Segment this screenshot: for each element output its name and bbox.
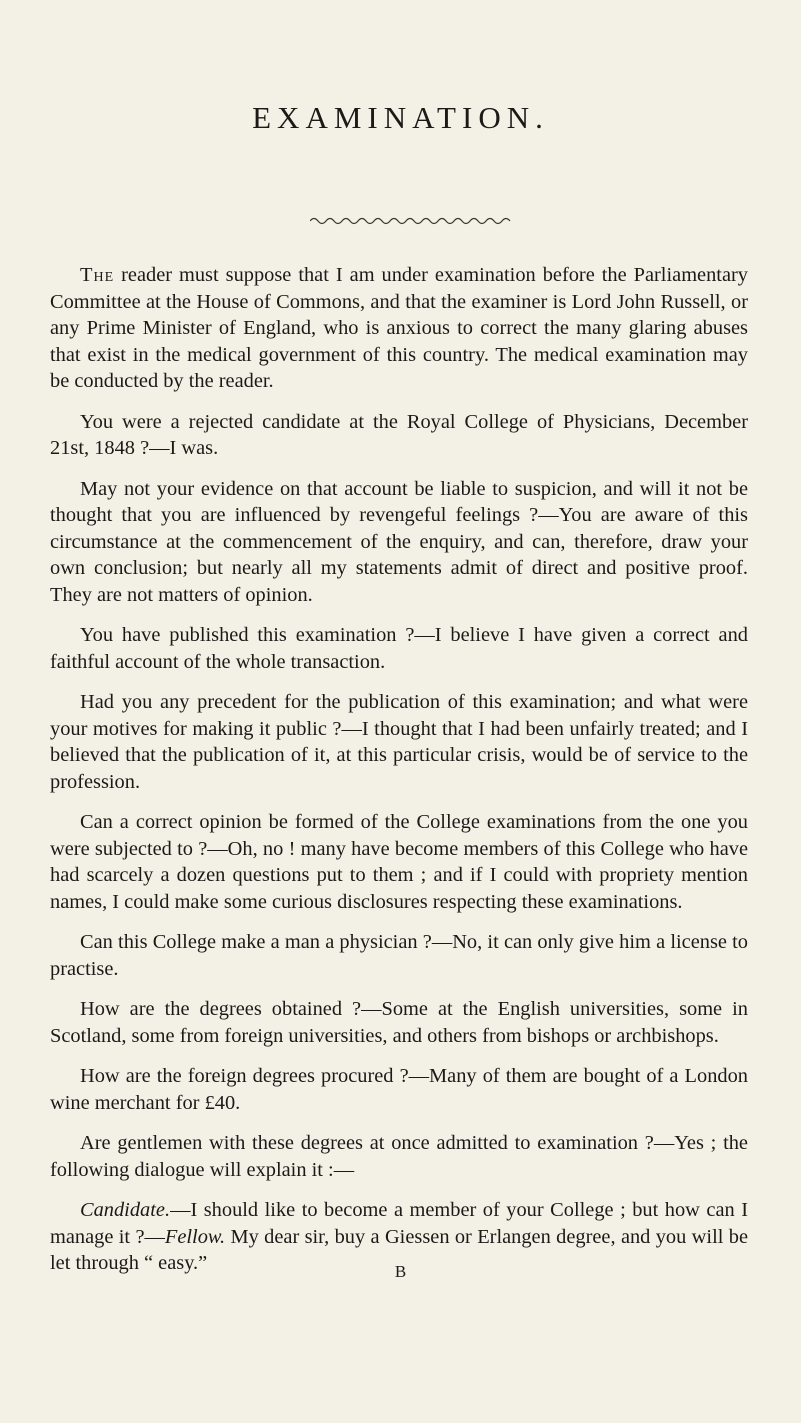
speaker-fellow: Fellow. [164, 1225, 226, 1248]
paragraph: You have published this examination ?—I believe I have given a correct and faithful account of the whole transaction. [50, 624, 748, 673]
paragraph: Had you any precedent for the publication of this examination; and what were your motives for making it public ?—I thought that I had been unfairly treated; and I believed that the publication of it, at this particular crisis, would be of service to the profession. [50, 691, 748, 793]
signature-mark: B [394, 1262, 407, 1281]
paragraph: How are the degrees obtained ?—Some at the English universities, some in Scotland, some from foreign universities, and others from bishops or archbishops. [50, 998, 748, 1047]
page-title: EXAMINATION. [252, 100, 549, 135]
body-text [50, 262, 748, 1291]
paragraph: Can a correct opinion be formed of the College examinations from the one you were subjected to ?—Oh, no ! many have become members of this College who have had scarcely a dozen questions put to them ; and if I could with propriety mention names, I could make some curious disclosures respecting these examinations. [50, 811, 748, 913]
paragraph [50, 262, 748, 395]
candidate-line: —I should like to become a member of your College ; but how can I manage it ?— [50, 1199, 748, 1248]
paragraph: You were a rejected candidate at the Royal College of Physicians, December 21st, 1848 ?—I was. [50, 410, 748, 459]
paragraph-text: reader must suppose that I am under examination before the Parliamentary Committee at the House of Commons, and that the examiner is Lord John Russell, or any Prime Minister of England, who is anxious to correct the many glaring abuses that exist in the medical government of this country. The medical examination may be conducted by the reader. [50, 264, 748, 392]
paragraph: How are the foreign degrees procured ?—Many of them are bought of a London wine merchant for £40. [50, 1065, 748, 1114]
paragraph: Can this College make a man a physician ?—No, it can only give him a license to practise. [50, 931, 748, 980]
fellow-line: My dear sir, buy a Giessen or Erlangen degree, and you will be let through “ easy.” [50, 1225, 748, 1274]
paragraph: May not your evidence on that account be liable to suspicion, and will it not be thought that you are influenced by revengeful feelings ?—You are aware of this circumstance at the commencement of the enquiry, and can, therefore, draw your own conclusion; but nearly all my statements admit of direct and positive proof. They are not matters of opinion. [50, 477, 748, 606]
speaker-candidate: Candidate. [80, 1199, 171, 1221]
drop-lead: The [80, 264, 115, 286]
paragraph: Are gentlemen with these degrees at once admitted to examination ?—Yes ; the following dialogue will explain it :— [50, 1132, 748, 1181]
wavy-rule-ornament [310, 214, 515, 228]
